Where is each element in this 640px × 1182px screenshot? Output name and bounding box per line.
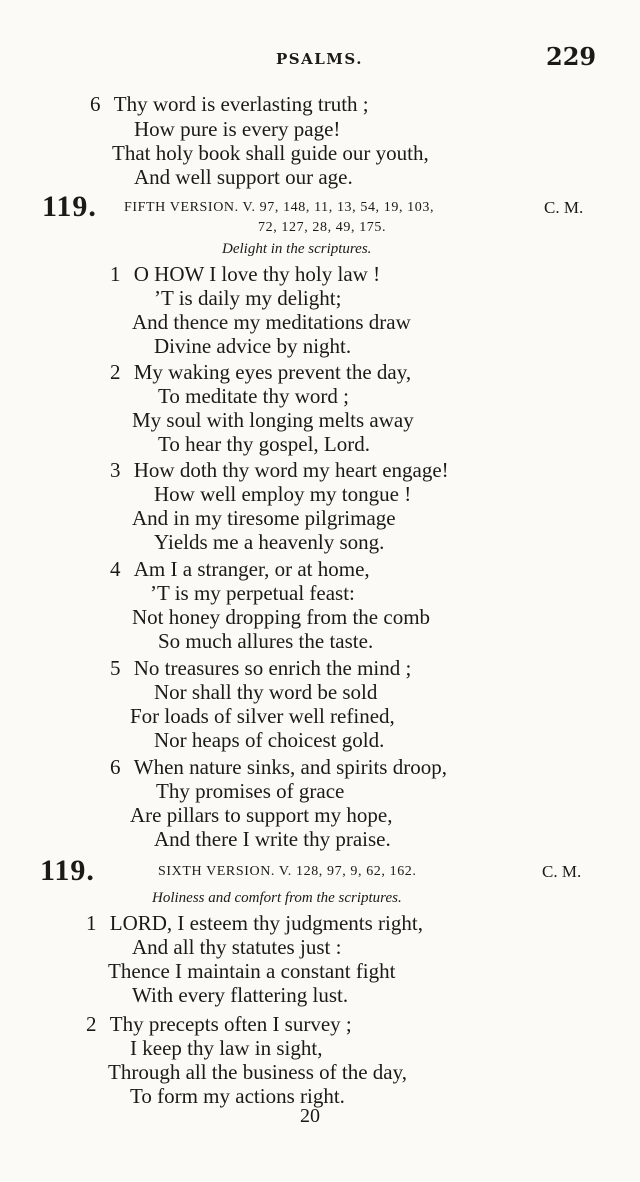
meter-label: C. M.: [542, 862, 582, 881]
verse-line: How pure is every page!: [134, 117, 341, 141]
verse-text: No treasures so enrich the mind ;: [133, 656, 412, 680]
stanza-line: [110, 557, 370, 581]
verse-line: And thence my meditations draw: [132, 310, 411, 334]
hymn-subtitle: Delight in the scriptures.: [222, 241, 372, 257]
verse-text: O HOW I love thy holy law !: [133, 262, 381, 286]
stanza-number: 2: [110, 360, 121, 384]
verse-text: LORD, I esteem thy judgments right,: [109, 911, 423, 935]
verse-line: Through all the business of the day,: [108, 1060, 407, 1084]
verse-text: Thy precepts often I survey ;: [109, 1012, 352, 1036]
version-heading: SIXTH VERSION. V. 128, 97, 9, 62, 162.: [158, 864, 417, 879]
stanza-number: 1: [110, 262, 121, 286]
verse-line: And all thy statutes just :: [132, 935, 342, 959]
verse-line: Thy promises of grace: [156, 779, 345, 803]
verse-text: How doth thy word my heart engage!: [133, 458, 449, 482]
stanza-line: [110, 458, 449, 482]
stanza-line: [86, 911, 423, 935]
stanza-line: [86, 1012, 352, 1036]
verse-text: When nature sinks, and spirits droop,: [133, 755, 447, 779]
stanza-line: [110, 360, 411, 384]
verse-line: Thence I maintain a constant fight: [108, 959, 396, 983]
psalm-number: 119.: [40, 854, 95, 887]
verse-line: Nor shall thy word be sold: [154, 680, 378, 704]
stanza-number: 3: [110, 458, 121, 482]
verse-text: My waking eyes prevent the day,: [133, 360, 412, 384]
stanza-number: 2: [86, 1012, 97, 1036]
stanza-number: 4: [110, 557, 121, 581]
verse-line: And well support our age.: [134, 165, 353, 189]
verse-line: How well employ my tongue !: [154, 482, 412, 506]
stanza-number: 5: [110, 656, 121, 680]
hymn-subtitle: Holiness and comfort from the scriptures.: [152, 890, 402, 906]
verse-line: I keep thy law in sight,: [130, 1036, 323, 1060]
stanza-line: [110, 656, 411, 680]
verse-line: That holy book shall guide our youth,: [112, 141, 429, 165]
verse-line: Yields me a heavenly song.: [154, 530, 385, 554]
verse-line: Are pillars to support my hope,: [130, 803, 393, 827]
verse-line: ’T is my perpetual feast:: [150, 581, 355, 605]
running-title: PSALMS.: [276, 50, 363, 68]
verse-line: For loads of silver well refined,: [130, 704, 395, 728]
verse-line: With every flattering lust.: [132, 983, 349, 1007]
stanza-number: 6: [90, 92, 101, 116]
psalm-number: 119.: [42, 190, 97, 223]
verse-line: So much allures the taste.: [158, 629, 374, 653]
verse-text: Thy word is everlasting truth ;: [113, 92, 369, 116]
verse-line: And there I write thy praise.: [154, 827, 391, 851]
verse-line: To hear thy gospel, Lord.: [158, 432, 370, 456]
verse-line: ’T is daily my delight;: [154, 286, 342, 310]
verse-line: And in my tiresome pilgrimage: [132, 506, 396, 530]
verse-line: To meditate thy word ;: [158, 384, 349, 408]
page-number: 229: [546, 42, 597, 71]
stanza-number: 6: [110, 755, 121, 779]
verse-line: To form my actions right.: [130, 1084, 345, 1108]
stanza-number: 1: [86, 911, 97, 935]
version-heading: FIFTH VERSION. V. 97, 148, 11, 13, 54, 19, 103,: [124, 200, 435, 215]
verse-text: Am I a stranger, or at home,: [133, 557, 370, 581]
verse-line: My soul with longing melts away: [132, 408, 414, 432]
verse-references: 72, 127, 28, 49, 175.: [258, 220, 387, 235]
signature-mark: 20: [300, 1105, 320, 1127]
verse-line: Divine advice by night.: [154, 334, 352, 358]
verse-line: Not honey dropping from the comb: [132, 605, 431, 629]
meter-label: C. M.: [544, 198, 584, 217]
verse-line: Nor heaps of choicest gold.: [154, 728, 385, 752]
stanza-line: [110, 755, 447, 779]
stanza-line: [110, 262, 380, 286]
stanza-line: [90, 92, 369, 116]
